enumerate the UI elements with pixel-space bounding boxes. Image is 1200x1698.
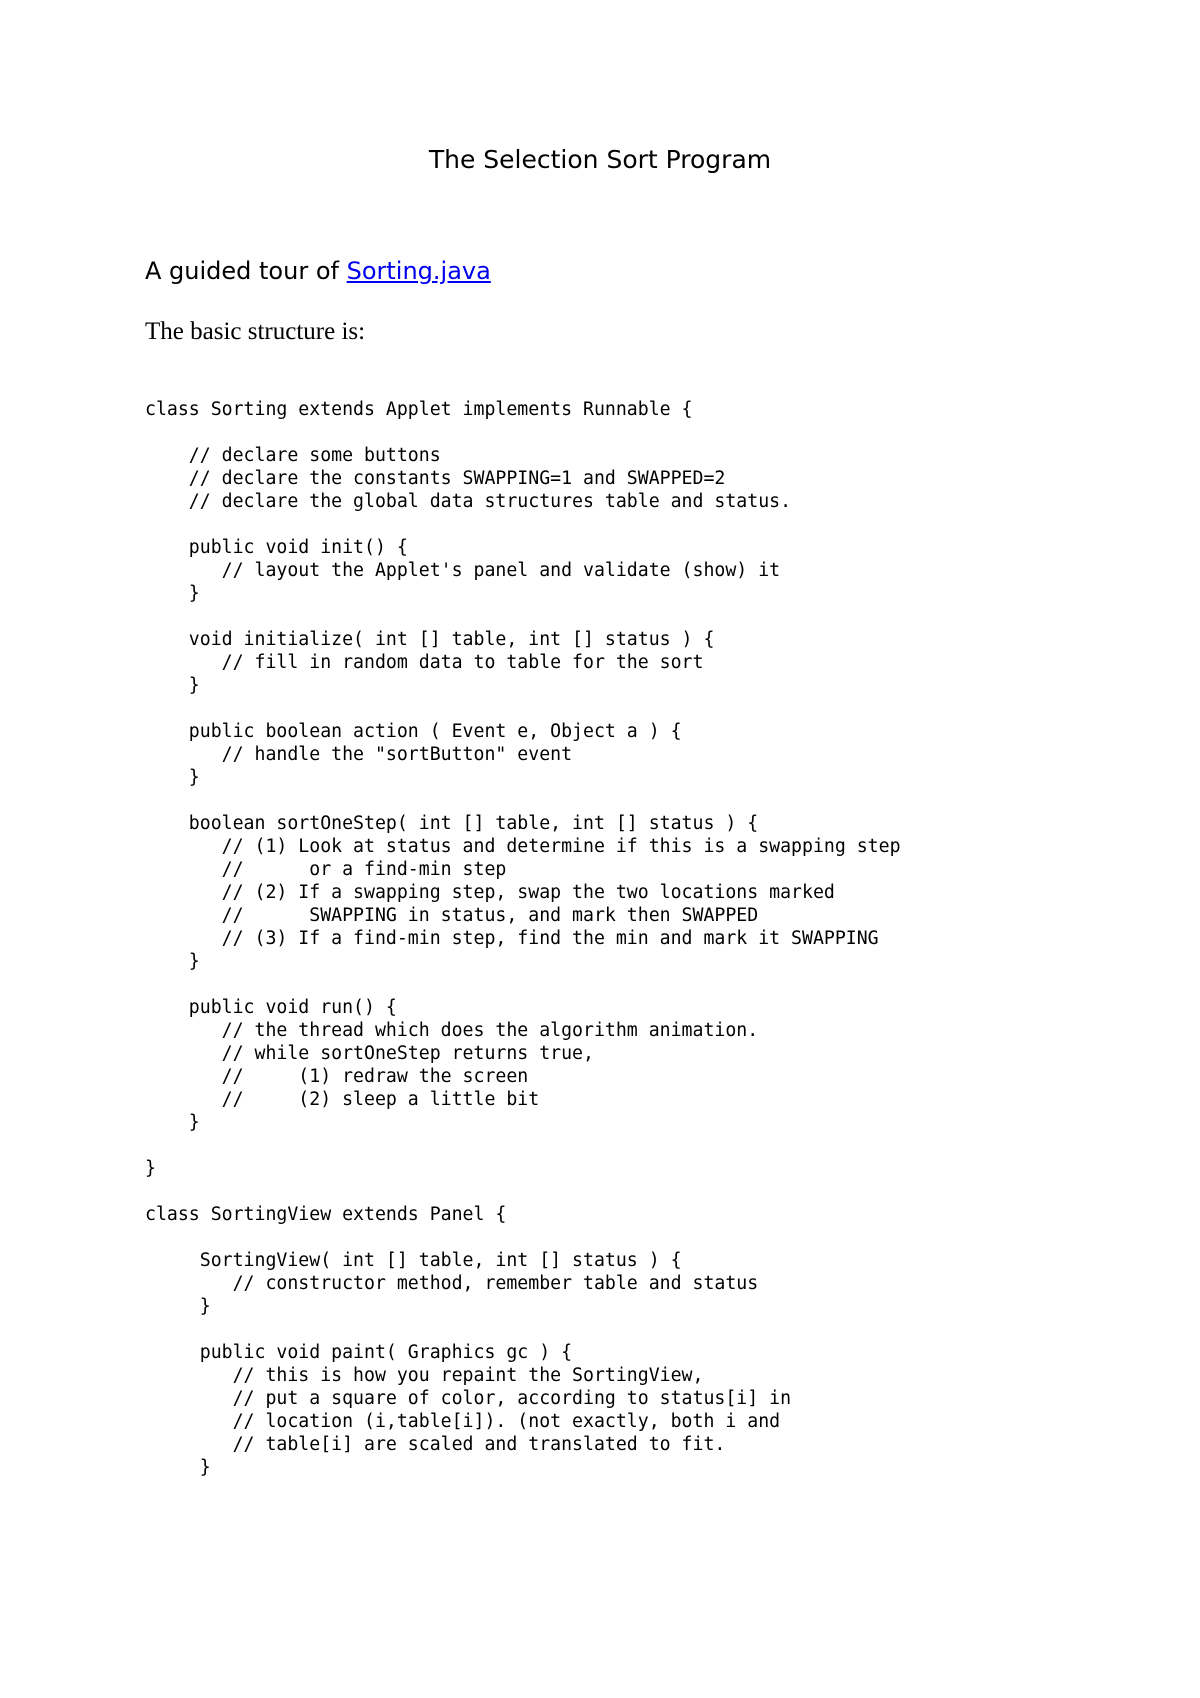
guided-tour-text: A guided tour of [145, 257, 347, 285]
code-line: } [145, 767, 200, 788]
page-title: The Selection Sort Program [428, 145, 772, 174]
code-line: // (2) sleep a little bit [145, 1089, 540, 1110]
code-line: // constructor method, remember table and status [145, 1273, 759, 1294]
code-line [145, 605, 901, 628]
code-line: // table[i] are scaled and translated to fit. [145, 1434, 726, 1455]
code-line: } [145, 951, 200, 972]
code-line: } [145, 675, 200, 696]
code-line: class SortingView extends Panel { [145, 1204, 507, 1225]
code-line: public void run() { [145, 997, 397, 1018]
code-line: // (1) redraw the screen [145, 1066, 529, 1087]
code-line: // declare the global data structures table and status. [145, 491, 792, 512]
code-line: public void paint( Graphics gc ) { [145, 1342, 573, 1363]
code-line: // the thread which does the algorithm animation. [145, 1020, 759, 1041]
code-line: public void init() { [145, 537, 408, 558]
code-line: // or a find-min step [145, 859, 507, 880]
structure-heading: The basic structure is: [145, 318, 366, 345]
code-line: } [145, 583, 200, 604]
code-line [145, 789, 901, 812]
code-line [145, 1226, 901, 1249]
code-line: void initialize( int [] table, int [] status ) { [145, 629, 715, 650]
code-line: SortingView( int [] table, int [] status ) { [145, 1250, 682, 1271]
code-line [145, 1318, 901, 1341]
code-block [145, 398, 901, 1479]
sorting-java-link[interactable]: Sorting.java [346, 257, 491, 285]
code-line: // put a square of color, according to status[i] in [145, 1388, 792, 1409]
code-line: } [145, 1296, 211, 1317]
code-line: class Sorting extends Applet implements Runnable { [145, 399, 693, 420]
code-line: // (2) If a swapping step, swap the two locations marked [145, 882, 835, 903]
code-line: // SWAPPING in status, and mark then SWAPPED [145, 905, 759, 926]
code-line: } [145, 1158, 156, 1179]
code-line: // fill in random data to table for the sort [145, 652, 704, 673]
code-line [145, 1134, 901, 1157]
code-line [145, 697, 901, 720]
guided-tour-line [145, 255, 491, 287]
code-line: // while sortOneStep returns true, [145, 1043, 594, 1064]
code-line: } [145, 1457, 211, 1478]
code-line: // declare some buttons [145, 445, 441, 466]
code-line: public boolean action ( Event e, Object a ) { [145, 721, 682, 742]
code-line [145, 1180, 901, 1203]
code-line: // handle the "sortButton" event [145, 744, 573, 765]
code-line: boolean sortOneStep( int [] table, int [] status ) { [145, 813, 759, 834]
code-line: // declare the constants SWAPPING=1 and SWAPPED=2 [145, 468, 726, 489]
code-line: // (1) Look at status and determine if this is a swapping step [145, 836, 901, 857]
code-line: // this is how you repaint the SortingView, [145, 1365, 704, 1386]
code-line [145, 973, 901, 996]
code-line [145, 513, 901, 536]
code-line: // layout the Applet's panel and validate (show) it [145, 560, 781, 581]
code-line: } [145, 1112, 200, 1133]
code-line: // location (i,table[i]). (not exactly, both i and [145, 1411, 781, 1432]
code-line [145, 421, 901, 444]
code-line: // (3) If a find-min step, find the min and mark it SWAPPING [145, 928, 879, 949]
